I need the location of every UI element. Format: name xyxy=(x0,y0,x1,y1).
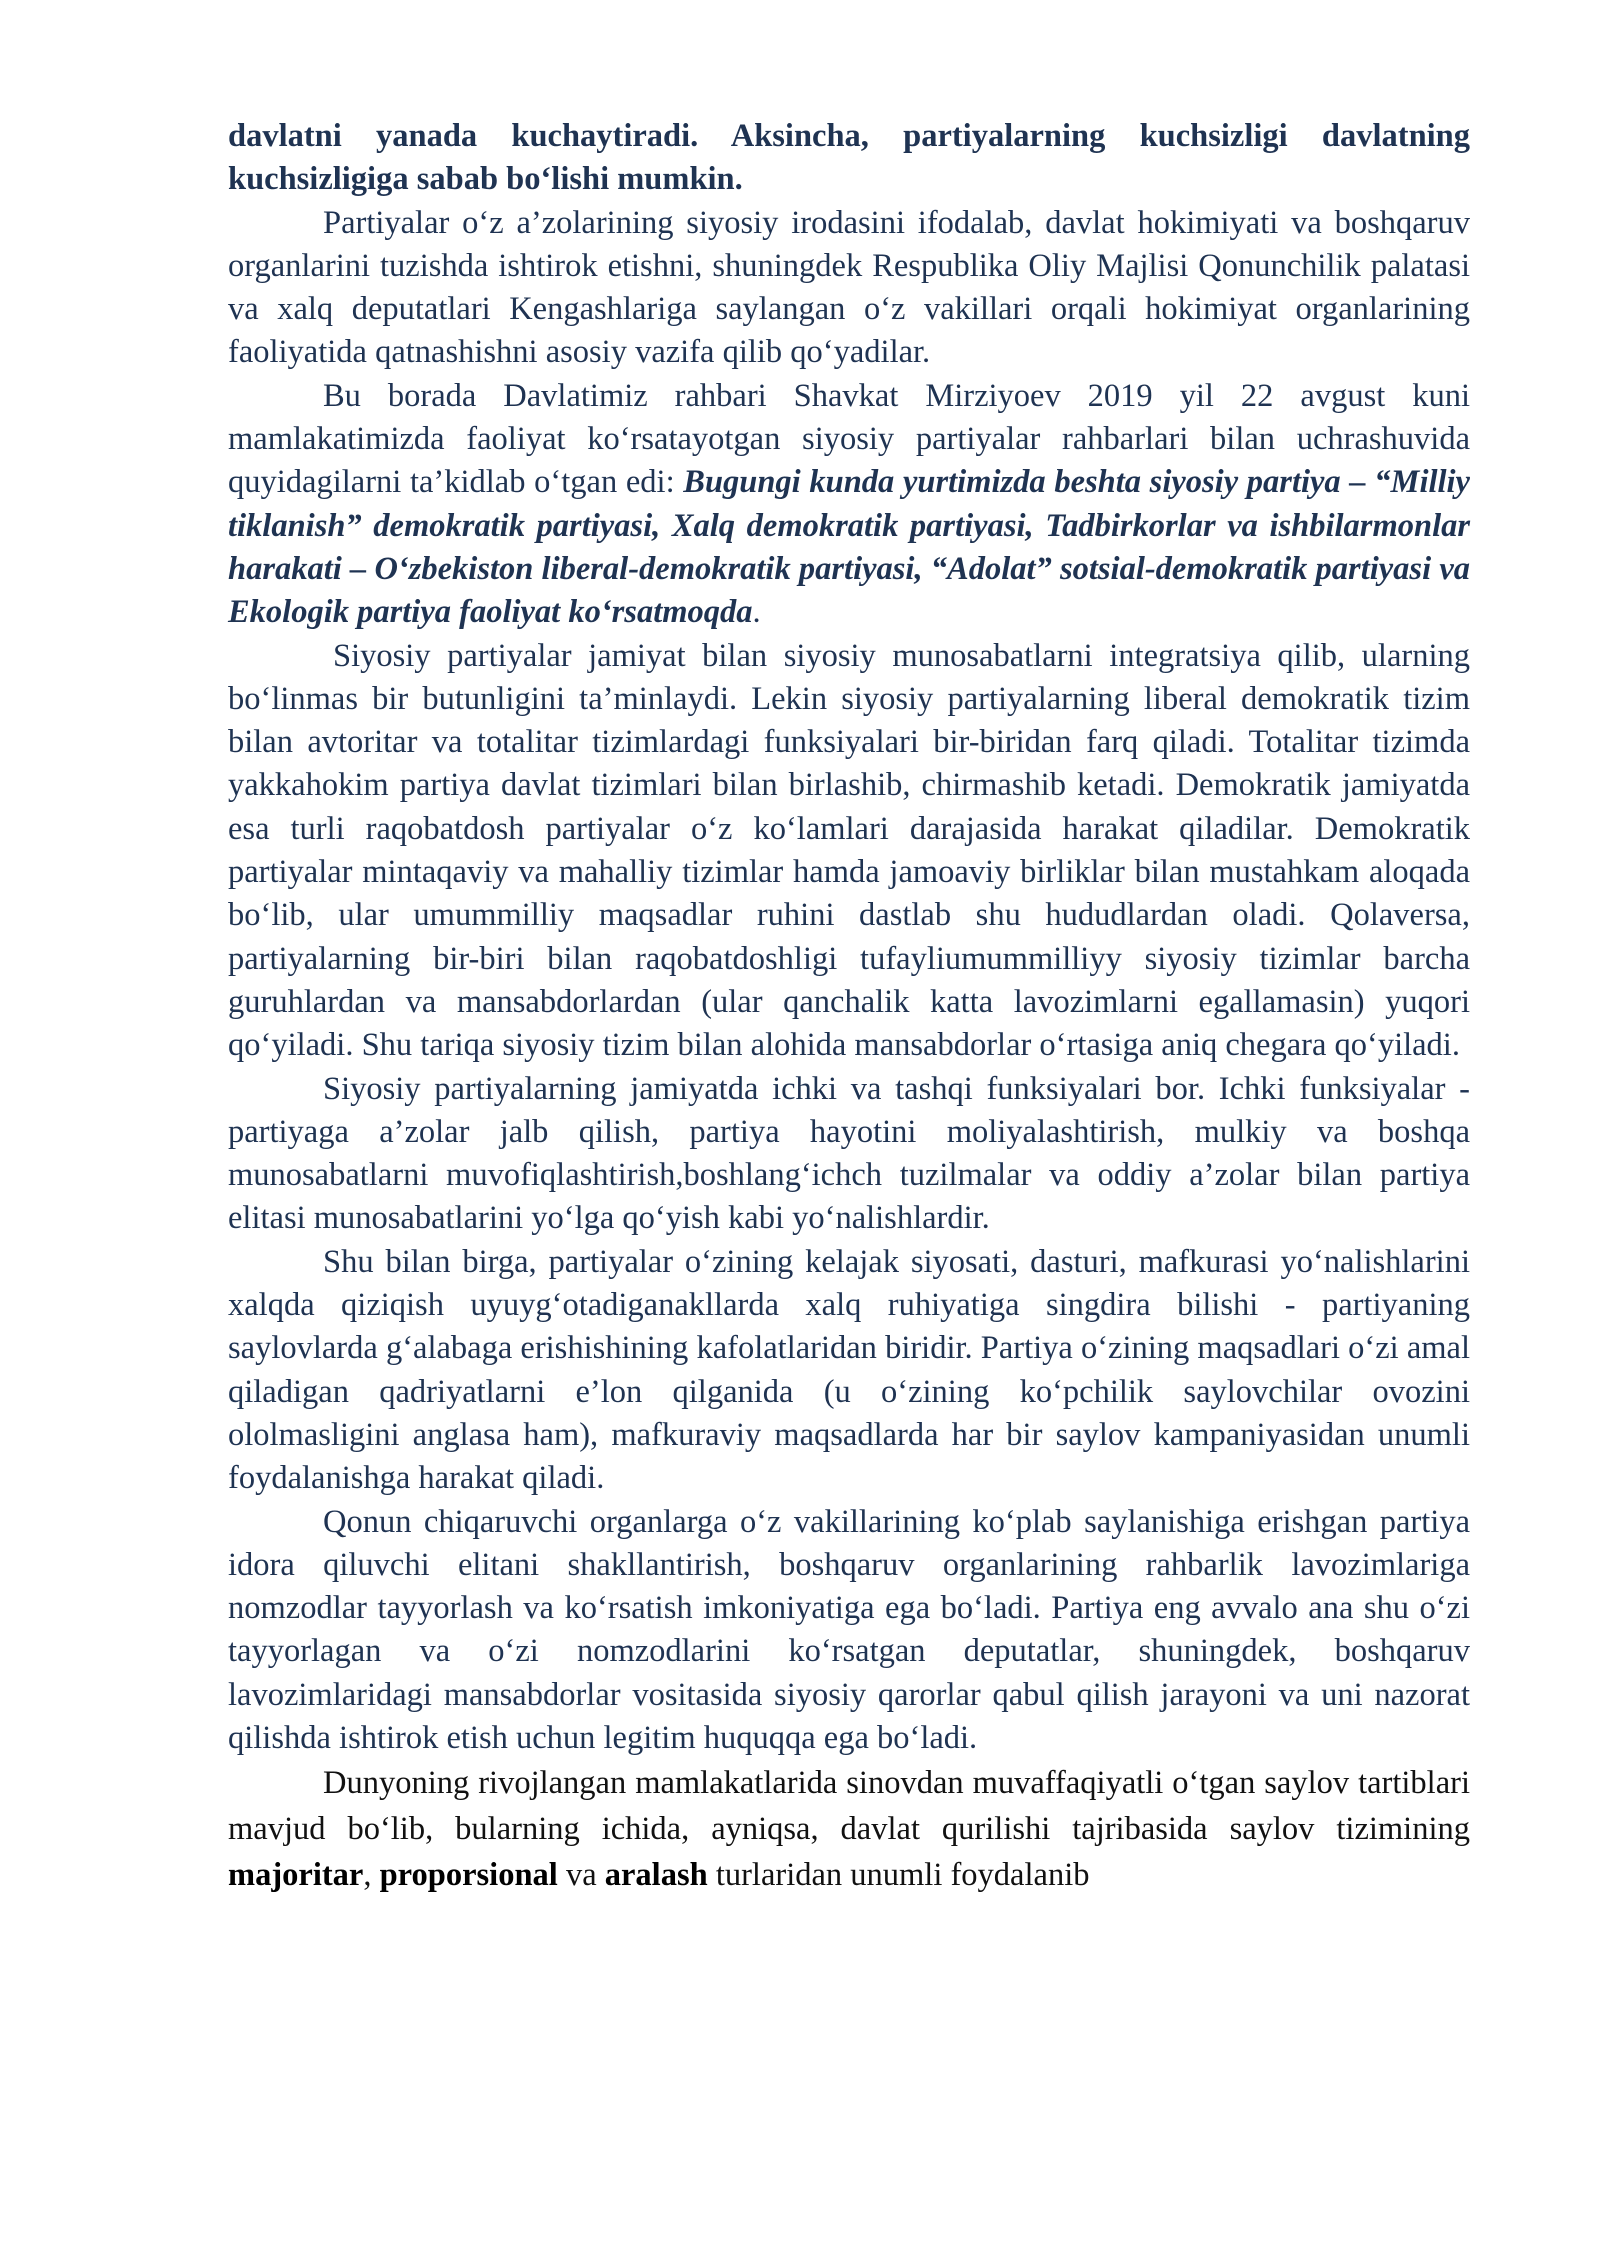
paragraph-7-end: turlaridan unumli foydalanib xyxy=(707,1857,1090,1894)
paragraph-0 xyxy=(228,115,1470,202)
paragraph-3: Siyosiy partiyalar jamiyat bilan siyosiy munosabatlarni integratsiya qilib, ularning bo‘linmas bir butunligini ta’minlaydi. Lekin siyosiy partiyalarning liberal demokratik tizim bilan avtoritar va totalitar tizimlardagi funksiyalari bir-biridan farq qiladi. Totalitar tizimda yakkahokim partiya davlat tizimlari bilan birlashib, chirmashib ketadi. Demokratik jamiyatda esa turli raqobatdosh partiyalar o‘z ko‘lamlari darajasida harakat qiladilar. Demokratik partiyalar mintaqaviy va mahalliy tizimlar hamda jamoaviy birliklar bilan mustahkam aloqada bo‘lib, ular umummilliy maqsadlar ruhini dastlab shu hududlardan oladi. Qolaversa, partiyalarning bir-biri bilan raqobatdoshligi tufayliumummilliyy siyosiy tizimlar barcha guruhlardan va mansabdorlardan (ular qanchalik katta lavozimlarni egallamasin) yuqori qo‘yiladi. Shu tariqa siyosiy tizim bilan alohida mansabdorlar o‘rtasiga aniq chegara qo‘yiladi. xyxy=(228,637,1470,1064)
bold-conclusion: davlatni yanada kuchaytiradi. Aksincha, partiyalarning kuchsizligi davlatning kuchsizligiga sabab bo‘lishi mumkin. xyxy=(228,118,1470,198)
paragraph-2 xyxy=(228,375,1470,635)
paragraph-7-comma: , xyxy=(363,1857,380,1894)
term-proporsional: proporsional xyxy=(379,1857,558,1894)
president-quote: Bugungi kunda yurtimizda beshta siyosiy partiya – “Milliy tiklanish” demokratik partiyasi, Xalq demokratik partiyasi, Tadbirkorlar va ishbilarmonlar harakati – O‘zbekiston liberal-demokratik partiyasi, “Adolat” sotsial-demokratik partiyasi va Ekologik partiya faoliyat ko‘rsatmoqda xyxy=(228,464,1470,631)
paragraph-5: Shu bilan birga, partiyalar o‘zining kelajak siyosati, dasturi, mafkurasi yo‘nalishlarini xalqda qiziqish uyuyg‘otadiganakllarda xalq ruhiyatiga singdira bilishi - partiyaning saylovlarda g‘alabaga erishishining kafolatlaridan biridir. Partiya o‘zining maqsadlari o‘zi amal qiladigan qadriyatlarni e’lon qilganida (u o‘zining ko‘pchilik saylovchilar ovozini ololmasligini anglasa ham), mafkuraviy maqsadlarda har bir saylov kampaniyasidan unumli foydalanishga harakat qiladi. xyxy=(228,1243,1470,1497)
term-aralash: aralash xyxy=(604,1857,708,1894)
paragraph-1: Partiyalar o‘z a’zolarining siyosiy irodasini ifodalab, davlat hokimiyati va boshqaruv organlarini tuzishda ishtirok etishni, shuningdek Respublika Oliy Majlisi Qonunchilik palatasi va xalq deputatlari Kengashlariga saylangan o‘z vakillari orqali hokimiyat organlarining faoliyatida qatnashishni asosiy vazifa qilib qo‘yadilar. xyxy=(228,204,1470,371)
document-page xyxy=(228,115,1470,1898)
paragraph-7-start: Dunyoning rivojlangan mamlakatlarida sinovdan muvaffaqiyatli o‘tgan saylov tartiblari mavjud bo‘lib, bularning ichida, ayniqsa, davlat qurilishi tajribasida saylov tizimining xyxy=(228,1765,1470,1848)
paragraph-7-va: va xyxy=(557,1857,605,1894)
paragraph-4: Siyosiy partiyalarning jamiyatda ichki va tashqi funksiyalari bor. Ichki funksiyalar - partiyaga a’zolar jalb qilish, partiya hayotini moliyalashtirish, mulkiy va boshqa munosabatlarni muvofiqlashtirish,boshlang‘ichch tuzilmalar va oddiy a’zolar bilan partiya elitasi munosabatlarini yo‘lga qo‘yish kabi yo‘nalishlardir. xyxy=(228,1070,1470,1237)
paragraph-7 xyxy=(228,1760,1470,1898)
term-majoritar: majoritar xyxy=(228,1857,364,1894)
paragraph-6: Qonun chiqaruvchi organlarga o‘z vakillarining ko‘plab saylanishiga erishgan partiya idora qiluvchi elitani shakllantirish, boshqaruv organlarining rahbarlik lavozimlariga nomzodlar tayyorlash va ko‘rsatish imkoniyatiga ega bo‘ladi. Partiya eng avvalo ana shu o‘zi tayyorlagan va o‘zi nomzodlarini ko‘rsatgan deputatlar, shuningdek, boshqaruv lavozimlaridagi mansabdorlar vositasida siyosiy qarorlar qabul qilish jarayoni va uni nazorat qilishda ishtirok etish uchun legitim huquqqa ega bo‘ladi. xyxy=(228,1503,1470,1756)
paragraph-2-end: . xyxy=(752,594,761,631)
paragraph-2-intro: Bu borada Davlatimiz rahbari Shavkat Mirziyoev 2019 yil 22 avgust kuni mamlakatimizda faoliyat ko‘rsatayotgan siyosiy partiyalar rahbarlari bilan uchrashuvida quyidagilarni ta’kidlab o‘tgan edi: xyxy=(228,377,1470,501)
